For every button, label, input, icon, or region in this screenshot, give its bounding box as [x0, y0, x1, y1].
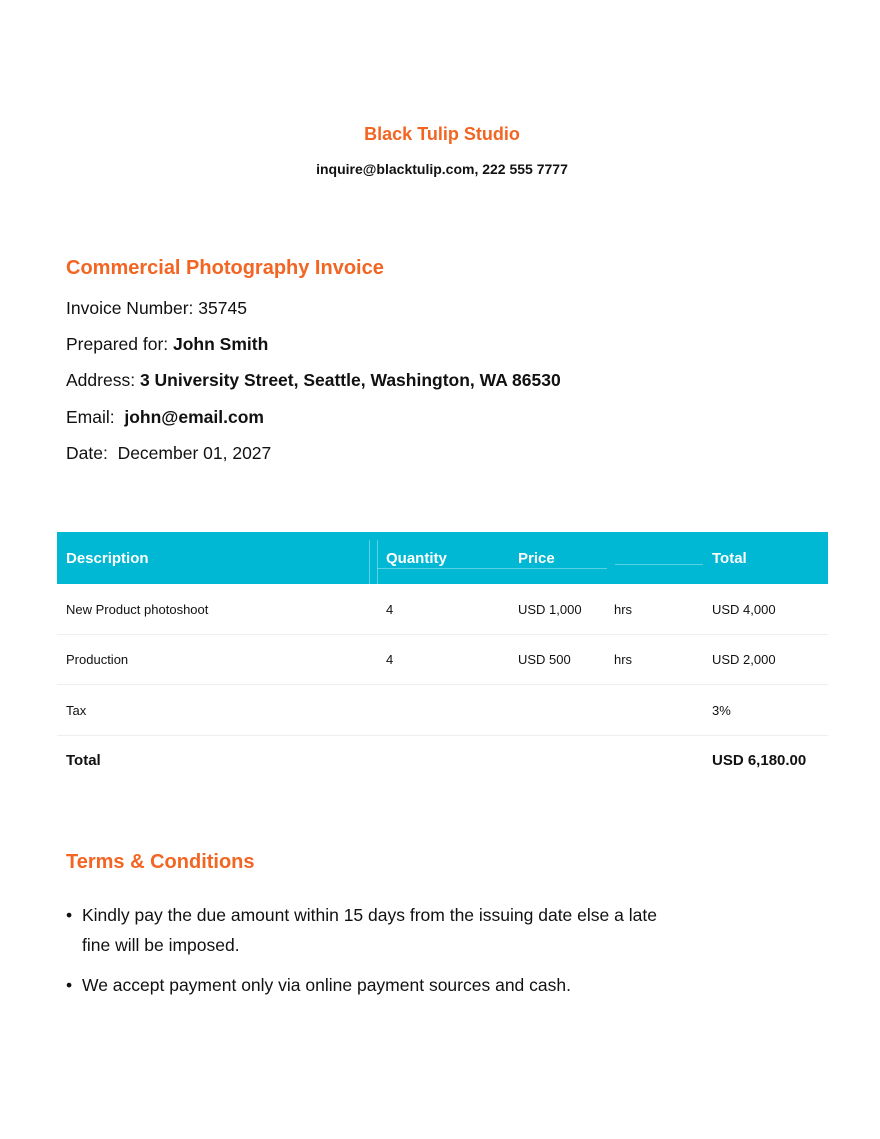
table-row — [57, 584, 828, 635]
date-label: Date: — [66, 443, 118, 463]
email-line — [66, 407, 264, 428]
date-line — [66, 443, 271, 464]
date-value: December 01, 2027 — [117, 443, 272, 463]
studio-contact: inquire@blacktulip.com, 222 555 7777 — [316, 161, 568, 177]
row-quantity: 4 — [386, 602, 394, 617]
grand-total-row — [57, 735, 828, 785]
address-line — [66, 370, 561, 391]
bullet-icon: • — [66, 905, 73, 925]
header-total: Total — [712, 550, 747, 567]
terms-list — [66, 900, 666, 1010]
terms-title: Terms & Conditions — [66, 851, 255, 873]
tax-row — [57, 685, 828, 736]
tax-label: Tax — [66, 703, 87, 718]
email-value: john@email.com — [124, 407, 264, 427]
row-total: USD 2,000 — [712, 652, 776, 667]
header-divider — [377, 540, 378, 584]
header-rule — [615, 564, 703, 565]
row-price: USD 500 — [518, 652, 571, 667]
row-description: New Product photoshoot — [66, 602, 209, 617]
prepared-for-line — [66, 334, 268, 355]
grand-total-value: USD 6,180.00 — [712, 752, 807, 769]
row-description: Production — [66, 652, 129, 667]
bullet-icon: • — [66, 975, 73, 995]
terms-item — [66, 900, 666, 960]
studio-name: Black Tulip Studio — [364, 124, 520, 144]
row-price: USD 1,000 — [518, 602, 582, 617]
invoice-title: Commercial Photography Invoice — [66, 257, 384, 279]
address-label: Address: — [66, 370, 140, 390]
header-quantity: Quantity — [386, 550, 447, 567]
invoice-number: 35745 — [198, 298, 247, 318]
header-price: Price — [518, 550, 555, 567]
terms-item — [66, 970, 666, 1000]
prepared-for-name: John Smith — [173, 334, 269, 354]
header-divider — [369, 540, 370, 584]
invoice-number-label: Invoice Number: — [66, 298, 199, 318]
invoice-number-line — [66, 298, 247, 319]
terms-item-text: We accept payment only via online payment sources and cash. — [82, 975, 571, 995]
prepared-for-label: Prepared for: — [66, 334, 173, 354]
row-quantity: 4 — [386, 652, 394, 667]
grand-total-label: Total — [66, 752, 101, 769]
address-value: 3 University Street, Seattle, Washington, WA 86530 — [139, 370, 561, 390]
row-unit: hrs — [614, 652, 633, 667]
tax-value: 3% — [712, 703, 731, 718]
terms-item-text: Kindly pay the due amount within 15 days from the issuing date else a late fine will be imposed. — [82, 905, 657, 955]
row-total: USD 4,000 — [712, 602, 776, 617]
email-label: Email: — [66, 407, 125, 427]
header-description: Description — [66, 550, 149, 567]
row-unit: hrs — [614, 602, 633, 617]
header-rule — [377, 568, 607, 569]
invoice-table-header — [57, 532, 828, 584]
table-row — [57, 634, 828, 685]
